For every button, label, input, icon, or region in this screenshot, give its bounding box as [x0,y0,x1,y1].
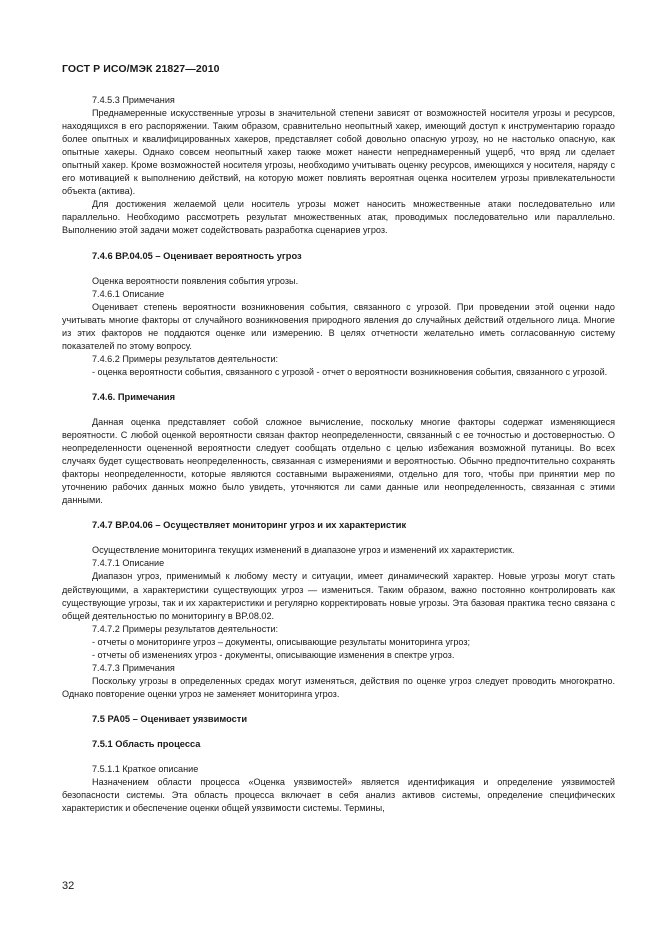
paragraph: Преднамеренные искусственные угрозы в значительной степени зависят от возможностей носителя угрозы и ресурсов, находящихся в его распоряжении. Таким образом, сравнительно неопытный хакер, имеющий доступ к инструментарию гораздо более опытных и квалифицированных хакеров, представляет собой довольно опасную угрозу, но не настолько опасную, как опытные хакеры. Однако совсем неопытный хакер также может нанести непреднамеренный ущерб, что вряд ли сделает опытный хакер. Кроме возможностей носителя угрозы, необходимо учитывать оценку ресурсов, имеющихся у носителя, наряду с его мотивацией к выполнению действий, на которую может повлиять вероятная оценка носителем угрозы привлекательности объекта (актива). [62,108,615,197]
spacer [62,238,615,250]
spacer [62,507,615,519]
spacer [62,263,615,275]
section-heading: 7.4.6. Примечания [92,391,176,402]
section-heading: 7.4.6 BP.04.05 – Оценивает вероятность угроз [92,250,302,261]
paragraph: Назначением области процесса «Оценка уязвимостей» является идентификация и определение уязвимостей безопасности системы. Эта область процесса включает в себя анализ активов системы, определение специфических характеристик и обеспечение оценки общей уязвимости системы. Термины, [62,777,615,814]
paragraph: 7.5.1.1 Краткое описание [92,764,199,775]
paragraph: Оценка вероятности появления события угрозы. [92,275,299,286]
paragraph: 7.4.7.2 Примеры результатов деятельности: [92,623,279,634]
paragraph: Диапазон угроз, применимый к любому месту и ситуации, имеет динамический характер. Новые угрозы могут стать действующими, а характеристики существующих угроз — измениться. Таким образом, важно постоянно контролировать как существующие угрозы, так и их характеристики и регулярно корректировать новые угрозы. Эта базовая практика тесно связана с общей деятельностью по мониторингу в BP.08.02. [62,571,615,621]
page-number: 32 [62,880,75,892]
paragraph: 7.4.6.1 Описание [92,288,165,299]
section-heading: 7.5.1 Область процесса [92,738,201,749]
spacer [62,532,615,544]
paragraph: 7.4.6.2 Примеры результатов деятельности: [92,353,279,364]
spacer [62,751,615,763]
spacer [62,701,615,713]
paragraph: Осуществление мониторинга текущих изменений в диапазоне угроз и изменений их характеристик. [92,545,515,556]
paragraph: 7.4.7.3 Примечания [92,662,175,673]
paragraph: Поскольку угрозы в определенных средах могут изменяться, действия по оценке угроз следует проводить многократно. Однако повторение оценки угроз не заменяет мониторинга угроз. [62,675,615,699]
paragraph: Данная оценка представляет собой сложное вычисление, поскольку многие факторы содержат изменяющиеся вероятности. С любой оценкой вероятности связан фактор неопределенности, связанный с ее точностью и достоверностью. О неопределенности оцененной вероятности следует сообщать отдельно с целью избежания возможной путаницы. Во всех случаях будет существовать неопределенность, связанная с измерениями и вероятностью. Обычно предпочтительно сохранять факторы неопределенности, которые являются составными выражениями, отдельно для того, чтобы при принятии мер по уточнению рабочих данных можно было увидеть, уточняются ли сами данные или неопределенность, связанная с этими данными. [62,416,615,506]
paragraph: Оценивает степень вероятности возникновения события, связанного с угрозой. При проведении этой оценки надо учитывать многие факторы от случайного возникновения природного явления до случайных действий отдельного лица. Многие из этих факторов не поддаются оценке или измерению. В целях отчетности желательно иметь согласованную систему показателей по этому вопросу. [62,301,615,351]
paragraph: Для достижения желаемой цели носитель угрозы может наносить множественные атаки последовательно или параллельно. Необходимо рассмотреть результат множественных атак, проводимых последовательно или параллельно. Выполнению этой задачи может содействовать разработка сценариев угроз. [62,199,615,236]
paragraph: 7.4.7.1 Описание [92,558,165,569]
section-heading: 7.5 PA05 – Оценивает уязвимости [92,713,248,724]
section-heading: 7.4.7 BP.04.06 – Осуществляет мониторинг угроз и их характеристик [92,520,407,531]
spacer [62,379,615,391]
document-header: ГОСТ Р ИСО/МЭК 21827—2010 [62,63,220,75]
paragraph: - отчеты об изменениях угроз - документы, описывающие изменения в спектре угроз. [92,649,455,660]
spacer [62,726,615,738]
document-body [62,94,615,815]
spacer [62,404,615,416]
paragraph: 7.4.5.3 Примечания [92,95,175,105]
paragraph: - оценка вероятности события, связанного с угрозой - отчет о вероятности возникновения события, связанного с угрозой. [92,366,608,377]
paragraph: - отчеты о мониторинге угроз – документы, описывающие результаты мониторинга угроз; [92,636,471,647]
